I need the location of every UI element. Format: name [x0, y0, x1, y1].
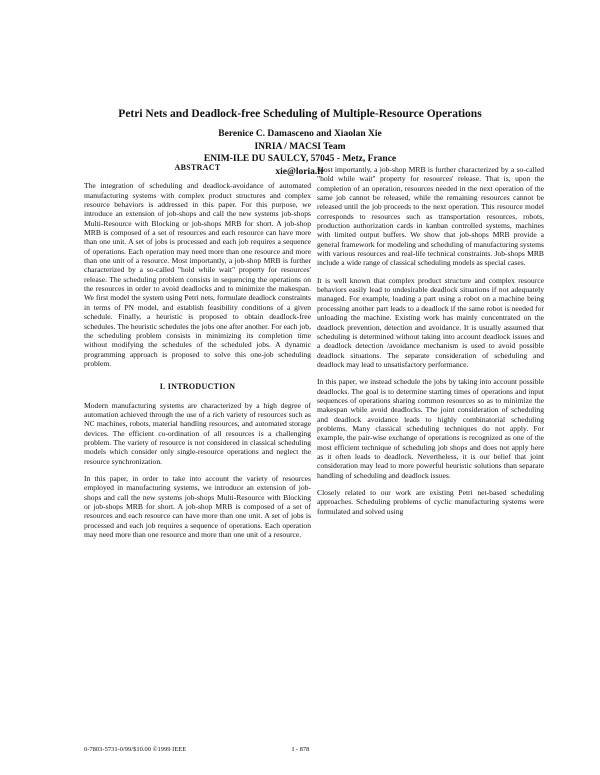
affiliation: INRIA / MACSI Team: [254, 141, 346, 152]
introduction-heading: I. INTRODUCTION: [159, 382, 236, 392]
email: xie@loria.fr: [275, 166, 325, 177]
intro-paragraph-1: Modern manufacturing systems are characterized by a high degree of automation achieved through the use of a rich variety of resources such as NC machines, robots, material handling resources, and automated storage devices. The efficient co-ordination of all resources is a challenging problem. The variety of resource is not considered in classical scheduling models which consider only single-resource operations and neglect the resource synchronization.: [84, 400, 311, 466]
copyright-footer: 0-7803-5731-0/99/$10.00 ©1999 IEEE: [84, 746, 187, 753]
paper-title: Petri Nets and Deadlock-free Scheduling of Multiple-Resource Operations: [118, 108, 482, 120]
address: ENIM-ILE DU SAULCY, 57045 - Metz, France: [203, 154, 397, 164]
right-paragraph-1: Most importantly, a job-shop MRB is further characterized by a so-called "hold while wait" property for resources' release. That is, upon the completion of an operation, resources needed in the next operation of the same job cannot be released, while the remaining resources cannot be released until the job proceeds to the next operation. This resource model corresponds to resources such as transportation resources, robots, production authorization cards in kanban controlled systems, machines with limited output buffers. We show that job-shops MRB provide a general framework for modeling and scheduling of manufacturing systems with various resources and real-life technical constraints. Job-shops MRB include a wide range of classical scheduling models as special cases.: [317, 165, 544, 268]
abstract-text: The integration of scheduling and deadlock-avoidance of automated manufacturing systems with complex product structures and complex resource behaviors is addressed in this paper. For this purpose, we introduce an extension of job-shops and call the new systems job-shops Multi-Resource with Blocking or job-shops MRB for short. A job-shop MRB is composed of a set of resources and each resource can have more than one unit. A set of jobs is processed and each job requires a sequence of operations. Each operation may need more than one resource and more than one unit of a resource. Most importantly, a job-shop MRB is further characterized by a so-called "hold while wait" property for resources' release. The scheduling problem consists in sequencing the operations on the resources in order to avoid deadlocks and to minimize the makespan. We first model the system using Petri nets, formulate deadlock constraints in terms of PN model, and establish feasibility conditions of a given schedule. Finally, a heuristic is proposed to obtain deadlock-free schedules. The heuristic schedules the jobs one after another. For each job, the scheduling problem consists in minimizing its completion time without modifying the schedules of the scheduled jobs. A dynamic programming approach is proposed to solve this one-job scheduling problem.: [84, 181, 311, 368]
right-paragraph-4: Closely related to our work are existing Petri net-based scheduling approaches. Scheduling problems of cyclic manufacturing systems were formulated and solved using: [317, 488, 544, 516]
left-column: [84, 163, 311, 547]
right-paragraph-2: It is well known that complex product structure and complex resource behaviors easily lead to undesirable deadlock situations if not adequately managed. For example, loading a part using a robot on a machine being processing another part leads to a deadlock if the same robot is needed for unloading the machine. Existing work has mainly concentrated on the deadlock prevention, detection and avoidance. It is usually assumed that scheduling is determined without taking into account deadlock issues and a deadlock detection /avoidance mechanism is used to avoid possible deadlock situations. The separate consideration of scheduling and deadlock may lead to unsatisfactory performance.: [317, 275, 544, 369]
intro-paragraph-2: In this paper, in order to take into account the variety of resources employed in manufacturing systems, we introduce an extension of job-shops and call the new systems job-shops Multi-Resource with Blocking or job-shops MRB for short. A job-shop MRB is composed of a set of resources and each resource can have more than one unit. A set of jobs is processed and each job requires a sequence of operations. Each operation may need more than one resource and more than one unit of a resource.: [84, 473, 311, 540]
page-number: I - 878: [292, 746, 310, 753]
right-column: [317, 165, 544, 524]
right-paragraph-3: In this paper, we instead schedule the jobs by taking into account possible deadlocks. The goal is to determine starting times of operations and input sequences of operations sharing common resources so as to minimize the makespan while avoid deadlocks. The joint consideration of scheduling and deadlock avoidance leads to highly combinatorial scheduling problems. Many classical scheduling techniques do not apply. For example, the pair-wise exchange of operations is recognized as one of the most efficient technique of scheduling job shops and does not apply here as it often leads to deadlock. Nevertheless, it is our belief that joint consideration may lead to more powerful heuristic solutions than separate handling of scheduling and deadlock issues.: [317, 377, 544, 480]
author-names: Berenice C. Damasceno and Xiaolan Xie: [218, 129, 382, 139]
abstract-heading: ABSTRACT: [174, 163, 221, 172]
